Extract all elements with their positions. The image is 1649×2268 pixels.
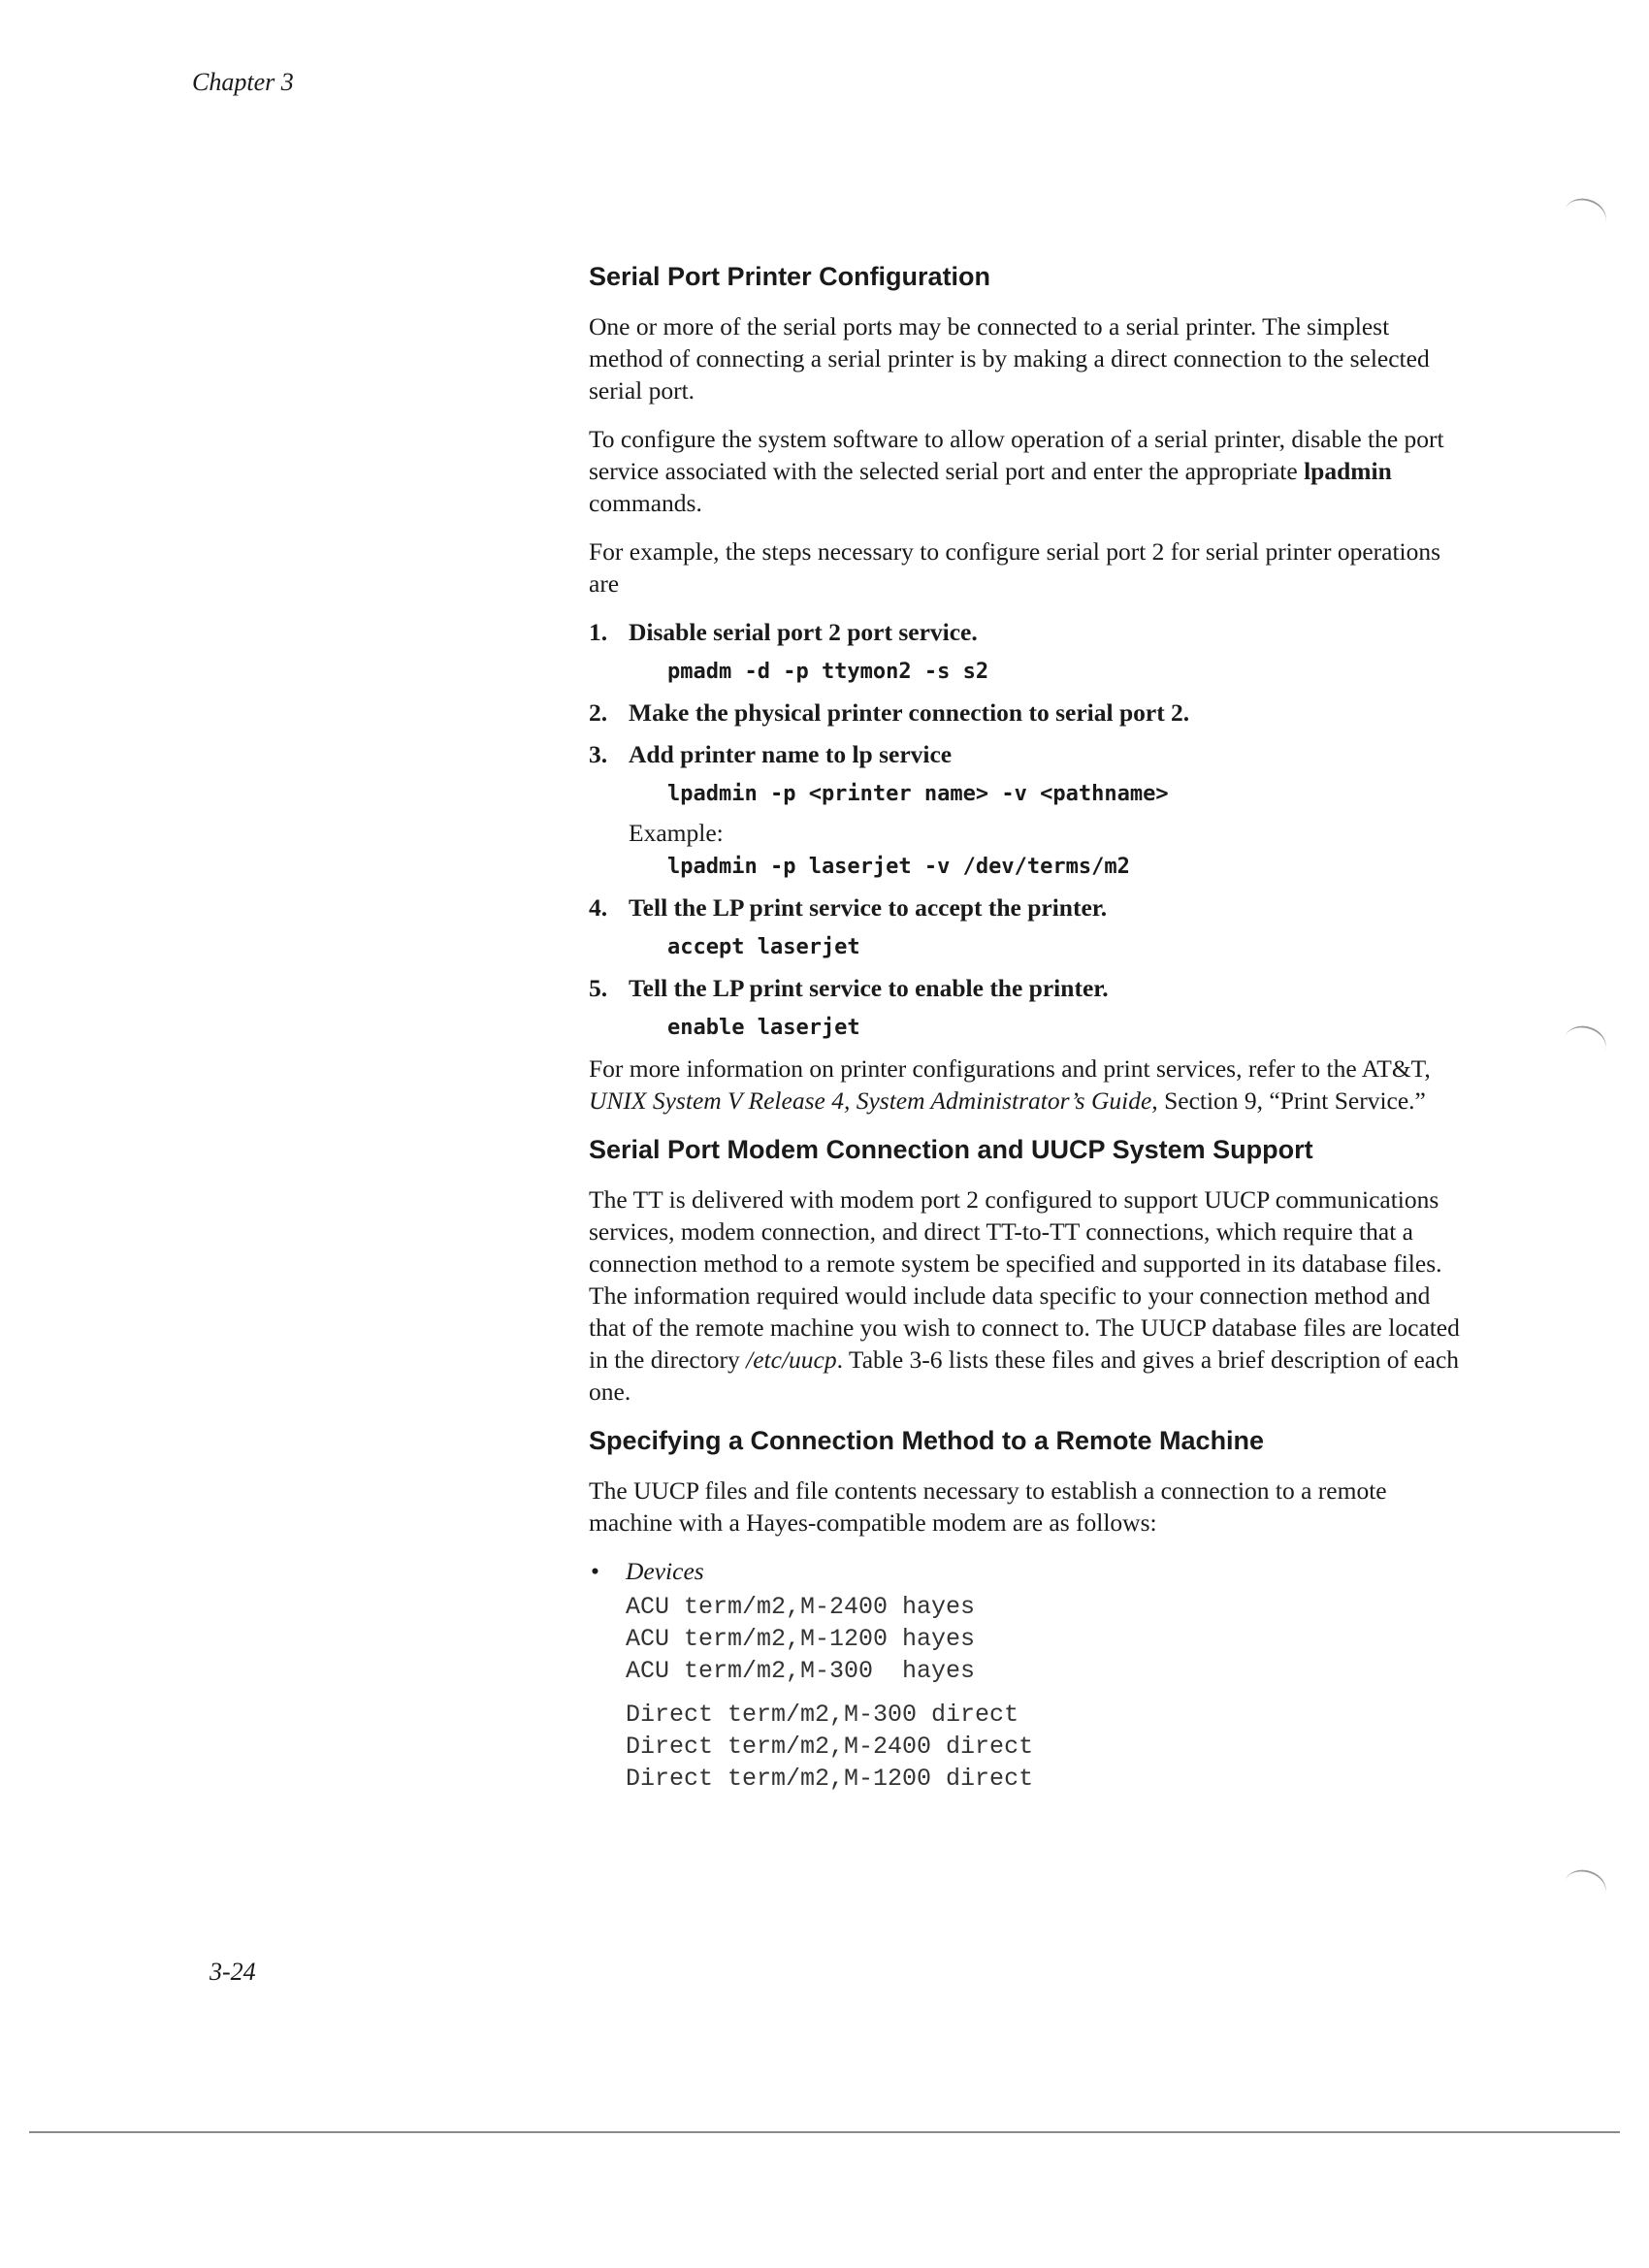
- devices-line: Direct term/m2,M-300 direct: [626, 1701, 1019, 1729]
- command-line: accept laserjet: [667, 935, 860, 959]
- list-item-devices: [589, 1555, 1467, 1795]
- devices-direct-block: [626, 1699, 1467, 1795]
- paragraph-serial-intro: One or more of the serial ports may be connected to a serial printer. The simplest method of connecting a serial printer is by making a direct connection to the selected serial port.: [589, 312, 1430, 405]
- margin-mark-top: [1560, 193, 1611, 240]
- devices-line: ACU term/m2,M-2400 hayes: [626, 1593, 976, 1621]
- paragraph-example-intro: For example, the steps necessary to configure serial port 2 for serial printer operations are: [589, 537, 1441, 598]
- step-item: [589, 616, 1467, 687]
- devices-line: ACU term/m2,M-300 hayes: [626, 1657, 976, 1685]
- page-number: 3-24: [210, 1958, 256, 1986]
- example-label: Example:: [629, 819, 724, 847]
- bottom-scan-rule: [29, 2131, 1620, 2133]
- step-item: [589, 972, 1467, 1043]
- step-title: Tell the LP print service to accept the printer.: [629, 893, 1108, 922]
- step-item: [589, 891, 1467, 962]
- uucp-text: The TT is delivered with modem port 2 configured to support UUCP communications services, modem connection, and direct TT-to-TT connections, which require that a connection method to a remote system be specified and supported in its database files. The information required would include data specific to your connection method and that of the remote machine you wish to connect to. The UUCP database files are located in the directory: [589, 1185, 1460, 1374]
- devices-line: ACU term/m2,M-1200 hayes: [626, 1625, 976, 1653]
- step-title: Tell the LP print service to enable the printer.: [629, 974, 1109, 1002]
- step-number: 4.: [589, 893, 608, 922]
- guide-title: UNIX System V Release 4, System Administrator’s Guide,: [589, 1086, 1158, 1115]
- uucp-files-list: [589, 1555, 1467, 1795]
- step-item: [589, 697, 1467, 729]
- devices-line: Direct term/m2,M-2400 direct: [626, 1733, 1034, 1761]
- more-info-text: For more information on printer configurations and print services, refer to the AT&T,: [589, 1054, 1431, 1083]
- devices-acu-block: [626, 1591, 1467, 1687]
- paragraph-uucp: [589, 1183, 1467, 1408]
- step-number: 1.: [589, 618, 608, 646]
- step-title: Make the physical printer connection to serial port 2.: [629, 698, 1190, 727]
- step-number: 2.: [589, 698, 608, 727]
- devices-line: Direct term/m2,M-1200 direct: [626, 1765, 1034, 1793]
- bullet-mark: •: [591, 1557, 599, 1585]
- margin-mark-middle: [1560, 1021, 1611, 1067]
- step-number: 3.: [589, 740, 608, 768]
- section-title-modem-uucp: Serial Port Modem Connection and UUCP System Support: [589, 1135, 1313, 1164]
- step-item: [589, 738, 1467, 882]
- paragraph-configure-text: To configure the system software to allow operation of a serial printer, disable the port service associated with the selected serial port and enter the appropriate: [589, 425, 1444, 485]
- uucp-directory: /etc/uucp: [746, 1345, 837, 1374]
- steps-list: [589, 616, 1467, 1043]
- paragraph-configure: [589, 423, 1467, 519]
- document-body: [589, 260, 1467, 1806]
- uucp-text-end: . Table 3-6 lists these files and gives a brief description of each one.: [589, 1345, 1460, 1406]
- more-info-end: Section 9, “Print Service.”: [1157, 1086, 1426, 1115]
- step-number: 5.: [589, 974, 608, 1002]
- step-title: Disable serial port 2 port service.: [629, 618, 978, 646]
- devices-label: Devices: [626, 1557, 704, 1585]
- section-title-serial-printer: Serial Port Printer Configuration: [589, 262, 991, 291]
- step-title: Add printer name to lp service: [629, 740, 953, 768]
- paragraph-remote-method: The UUCP files and file contents necessary to establish a connection to a remote machine with a Hayes-compatible modem are as follows:: [589, 1476, 1387, 1537]
- command-line: enable laserjet: [667, 1016, 860, 1040]
- lpadmin-term: lpadmin: [1304, 457, 1392, 485]
- paragraph-configure-end: commands.: [589, 489, 702, 517]
- chapter-header: Chapter 3: [192, 68, 294, 96]
- margin-mark-bottom: [1560, 1864, 1611, 1911]
- command-line: lpadmin -p <printer name> -v <pathname>: [667, 782, 1169, 806]
- paragraph-more-info: [589, 1053, 1467, 1117]
- command-line-example: lpadmin -p laserjet -v /dev/terms/m2: [667, 855, 1130, 879]
- section-title-remote-method: Specifying a Connection Method to a Remote Machine: [589, 1426, 1265, 1455]
- command-line: pmadm -d -p ttymon2 -s s2: [667, 660, 989, 684]
